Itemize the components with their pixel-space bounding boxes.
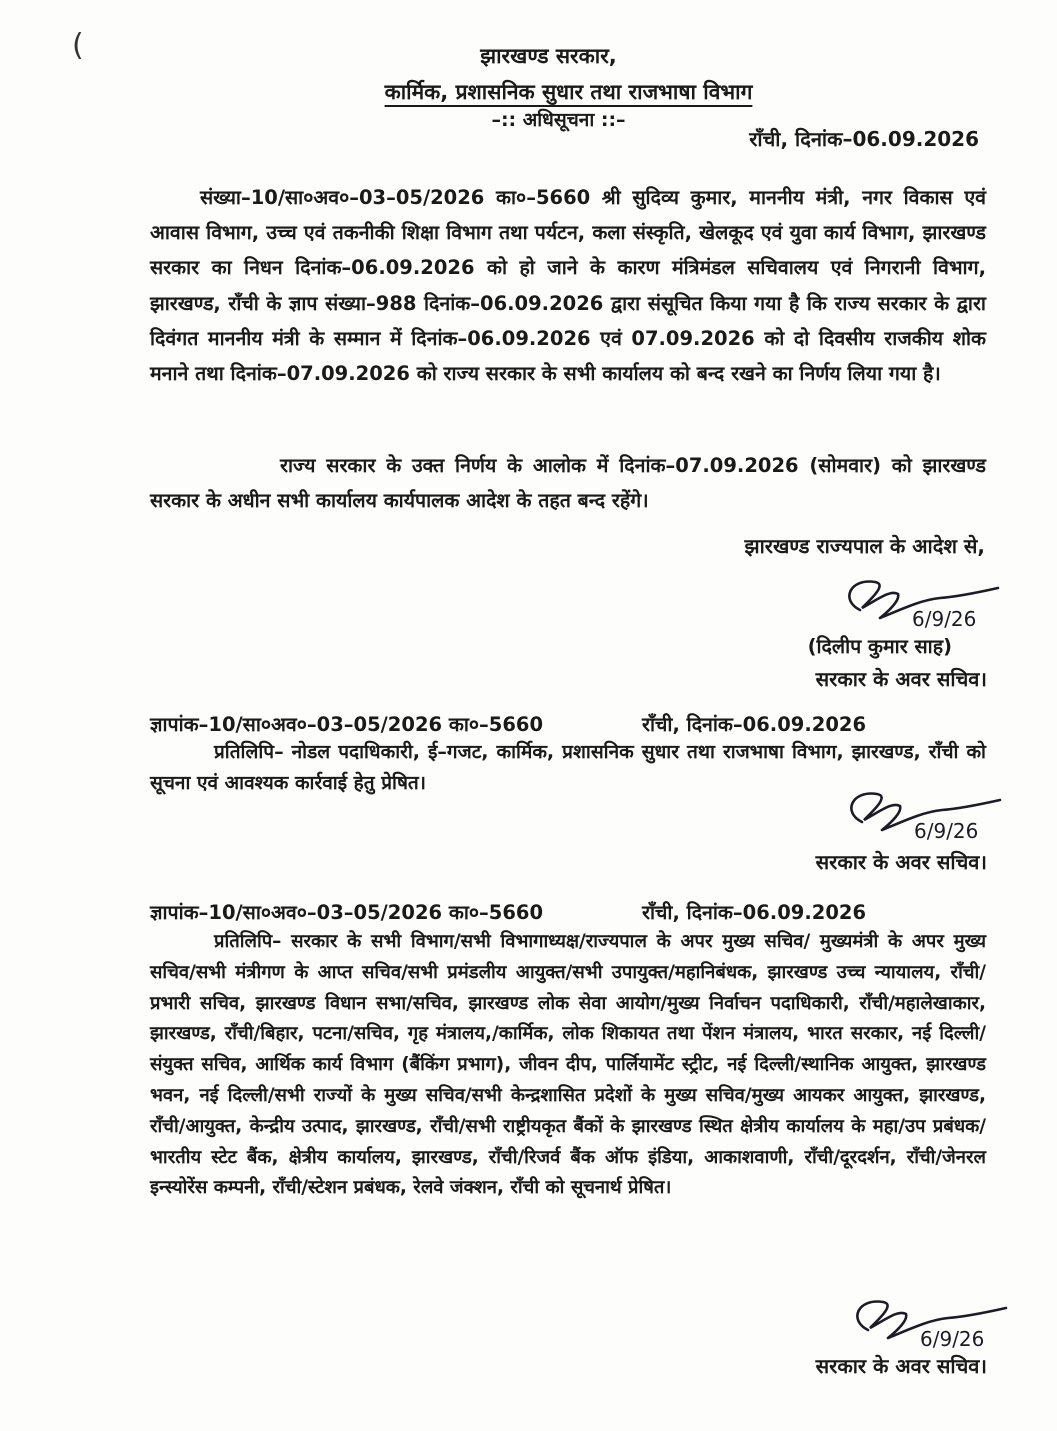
copy1-text: नोडल पदाधिकारी, ई–गजट, कार्मिक, प्रशासनिक सुधार तथा राजभाषा विभाग, झारखण्ड, राँची को सूचना एवं आवश्यक कार्रवाई हेतु प्रेषित।	[150, 741, 986, 794]
copy2-body	[150, 927, 986, 1204]
copy2-ref: ज्ञापांक–10/सा०अव०–03–05/2026 का०–5660	[150, 901, 544, 924]
signature-1	[820, 570, 1005, 640]
signature-date-note: 6/9/26	[920, 1327, 985, 1351]
notification-heading: –:: अधिसूचना ::–	[491, 109, 626, 131]
notification-ref: संख्या–10/सा०अव०–03–05/2026 का०–5660	[200, 186, 591, 209]
copy2-label: प्रतिलिपि–	[214, 931, 282, 952]
signature-2	[822, 782, 1007, 852]
copy2-ref-line	[150, 898, 867, 925]
copy2-text: सरकार के सभी विभाग/सभी विभागाध्यक्ष/राज्यपाल के अपर मुख्य सचिव/ मुख्यमंत्री के अपर मुख्य सचिव/सभी मंत्रीगण के आप्त सचिव/सभी प्रमंडलीय आयुक्त/सभी उपायुक्त/महानिबंधक, झारखण्ड उच्च न्यायालय, राँची/प्रभारी सचिव, झारखण्ड विधान सभा/सचिव, झारखण्ड लोक सेवा आयोग/मुख्य निर्वाचन पदाधिकारी, राँची/महालेखाकार, झारखण्ड, राँची/बिहार, पटना/सचिव, गृह मंत्रालय,/कार्मिक, लोक शिकायत तथा पेंशन मंत्रालय, भारत सरकार, नई दिल्ली/संयुक्त सचिव, आर्थिक कार्य विभाग (बैंकिंग प्रभाग), जीवन दीप, पार्लियामेंट स्ट्रीट, नई दिल्ली/स्थानिक आयुक्त, झारखण्ड भवन, नई दिल्ली/सभी राज्यों के मुख्य सचिव/सभी केन्द्रशासित प्रदेशों के मुख्य सचिव/मुख्य आयकर आयुक्त, झारखण्ड, राँची/आयुक्त, केन्द्रीय उत्पाद, झारखण्ड, राँची/सभी राष्ट्रीयकृत बैंकों के झारखण्ड स्थित क्षेत्रीय कार्यालय के महा/उप प्रबंधक/भारतीय स्टेट बैंक, क्षेत्रीय कार्यालय, झारखण्ड, राँची/रिजर्व बैंक ऑफ इंडिया, आकाशवाणी, राँची/दूरदर्शन, राँची/जेनरल इन्स्योरेंस कम्पनी, राँची/स्टेशन प्रबंधक, रेलवे जंक्शन, राँची को सूचनार्थ प्रेषित।	[150, 931, 986, 1199]
notification-body	[150, 180, 986, 391]
governor-order-line: झारखण्ड राज्यपाल के आदेश से,	[744, 534, 985, 558]
signature-date-note: 6/9/26	[912, 607, 977, 631]
signatory-name: (दिलीप कुमार साह)	[807, 635, 952, 658]
notification-text: श्री सुदिव्य कुमार, माननीय मंत्री, नगर विकास एवं आवास विभाग, उच्च एवं तकनीकी शिक्षा विभाग तथा पर्यटन, कला संस्कृति, खेलकूद एवं युवा कार्य विभाग, झारखण्ड सरकार का निधन दिनांक–06.09.2026 को हो जाने के कारण मंत्रिमंडल सचिवालय एवं निगरानी विभाग, झारखण्ड, राँची के ज्ञाप संख्या–988 दिनांक–06.09.2026 द्वारा संसूचित किया गया है कि राज्य सरकार के द्वारा दिवंगत माननीय मंत्री के सम्मान में दिनांक–06.09.2026 एवं 07.09.2026 को दो दिवसीय राजकीय शोक मनाने तथा दिनांक–07.09.2026 को राज्य सरकार के सभी कार्यालय को बन्द रखने का निर्णय लिया गया है।	[150, 186, 986, 386]
designation-1: सरकार के अवर सचिव।	[815, 667, 987, 691]
copy1-ref: ज्ञापांक–10/सा०अव०–03–05/2026 का०–5660	[150, 713, 544, 736]
govt-name: झारखण्ड सरकार,	[480, 44, 617, 68]
signature-date-note: 6/9/26	[914, 819, 979, 843]
issue-date: राँची, दिनांक–06.09.2026	[749, 127, 979, 151]
copy2-date: राँची, दिनांक–06.09.2026	[642, 901, 867, 924]
copy1-ref-line	[150, 710, 867, 737]
margin-mark: (	[72, 28, 84, 63]
department-name-text: कार्मिक, प्रशासनिक सुधार तथा राजभाषा विभाग	[384, 80, 753, 104]
designation-2: सरकार के अवर सचिव।	[815, 850, 987, 874]
signature-3	[828, 1290, 1013, 1360]
signature-scribble	[822, 782, 1007, 852]
designation-3: सरकार के अवर सचिव।	[815, 1354, 987, 1378]
decision-text: राज्य सरकार के उक्त निर्णय के आलोक में दिनांक–07.09.2026 (सोमवार) को झारखण्ड सरकार के अधीन सभी कार्यालय कार्यपालक आदेश के तहत बन्द रहेंगे।	[150, 454, 986, 513]
copy1-label: प्रतिलिपि–	[214, 741, 284, 763]
decision-paragraph	[150, 448, 986, 518]
signature-scribble	[820, 570, 1005, 640]
copy1-date: राँची, दिनांक–06.09.2026	[642, 713, 867, 736]
signature-scribble	[828, 1290, 1013, 1360]
department-name	[0, 78, 1057, 106]
